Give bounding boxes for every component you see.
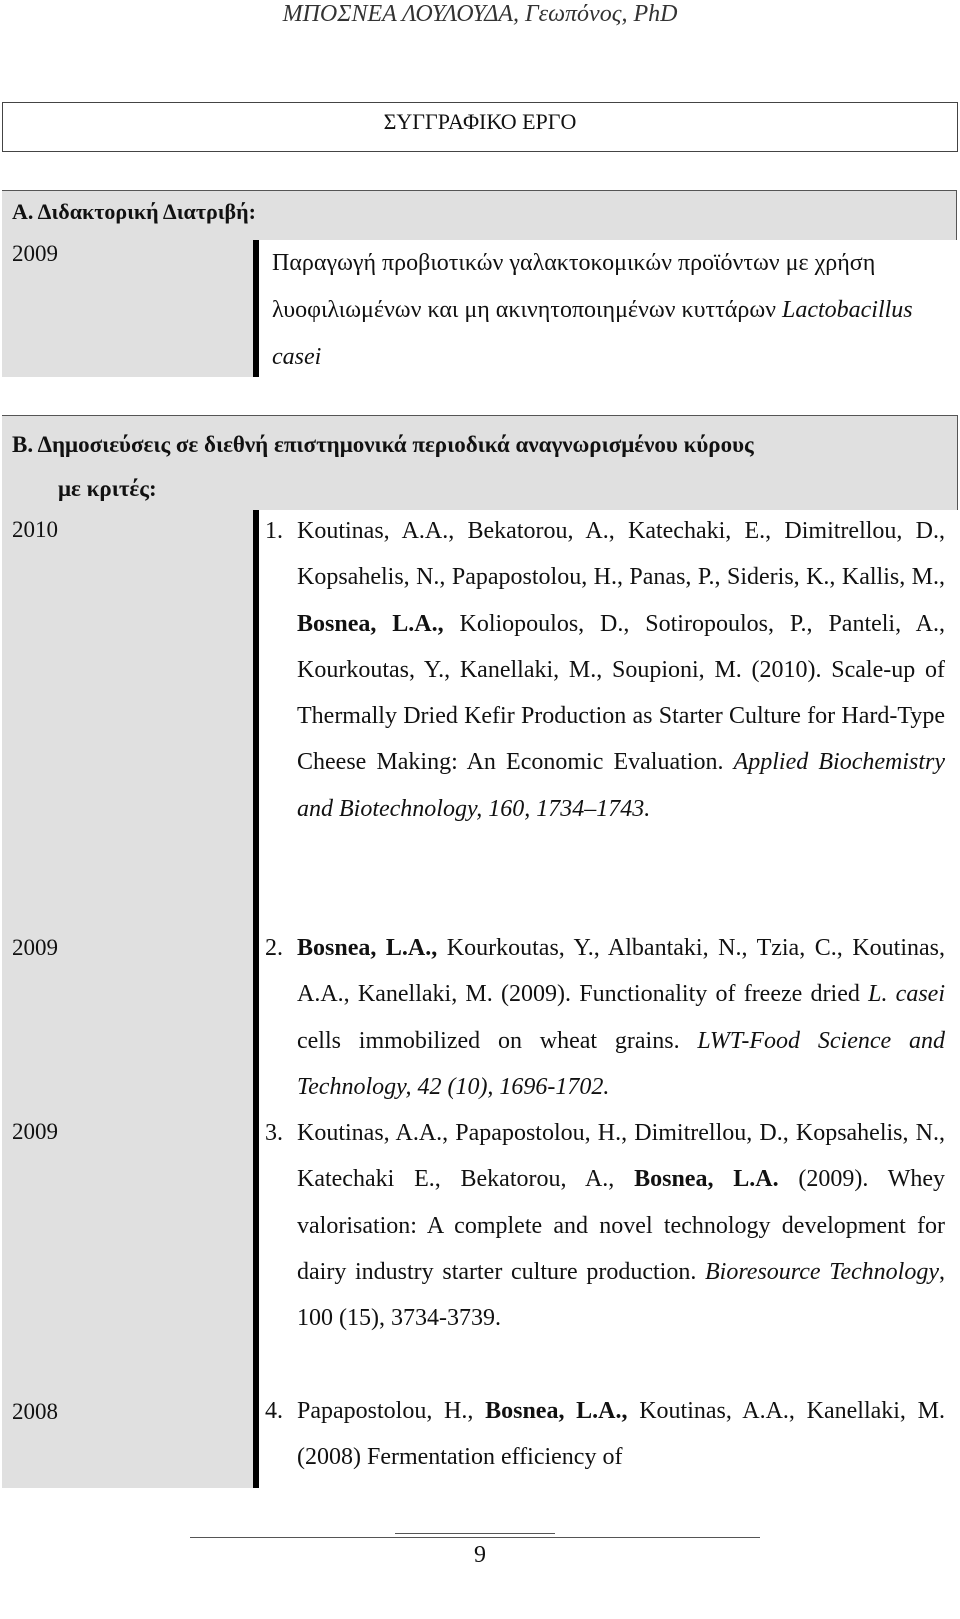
citation-journal: Bioresource Technology <box>705 1258 939 1285</box>
publication-citation <box>297 508 945 832</box>
publication-entry <box>265 925 945 1110</box>
dissertation-title-species: Lactobacillus casei <box>272 297 913 370</box>
section-a-heading: Α. Διδακτορική Διατριβή: <box>2 190 957 240</box>
publication-year: 2009 <box>12 935 58 960</box>
citation-authors: Papapostolou, H., <box>297 1398 486 1424</box>
footer-rule <box>190 1537 760 1538</box>
publication-year: 2010 <box>12 517 58 542</box>
citation-text: Koliopoulos, D., Sotiropoulos, P., Panteli, A., Kourkoutas, Y., Kanellaki, M., Soupioni, M. (2010). Scale-up of Thermally Dried Kefir Production as Starter Culture for Hard-Type Cheese Making: An Economic Evaluation. <box>297 610 946 776</box>
citation-text: Kourkoutas, Y., Albantaki, N., Tzia, C., Koutinas, A.A., Kanellaki, M. (2009). Functionality of freeze dried <box>297 935 945 1008</box>
citation-highlighted-author: Bosnea, L.A. <box>634 1166 779 1193</box>
page-number: 9 <box>474 1542 486 1568</box>
section-b-heading-line1: Β. Δημοσιεύσεις σε διεθνή επιστημονικά περιοδικά αναγνωρισμένου κύρους <box>12 432 754 457</box>
citation-text: cells immobilized on wheat grains. <box>297 1027 698 1054</box>
publication-entry <box>265 1110 945 1341</box>
dissertation-title <box>272 240 932 381</box>
publication-number: 1. <box>265 518 283 544</box>
publication-year: 2009 <box>12 1119 58 1144</box>
publication-entry <box>265 508 945 832</box>
running-header: ΜΠΟΣΝΕΑ ΛΟΥΛΟΥΔΑ, Γεωπόνος, PhD <box>282 1 678 27</box>
publication-entry <box>265 1388 945 1481</box>
footer-rule <box>395 1533 555 1534</box>
publication-citation <box>297 1388 945 1481</box>
publication-citation <box>297 925 945 1110</box>
publication-year: 2008 <box>12 1399 58 1424</box>
section-b-year-column <box>2 510 256 1488</box>
column-divider <box>253 510 259 1488</box>
dissertation-year: 2009 <box>12 241 58 266</box>
dissertation-title-text: Παραγωγή προβιοτικών γαλακτοκομικών προϊόντων με χρήση λυοφιλιωμένων και μη ακινητοποιημένων κυττάρων <box>272 250 876 323</box>
section-b-heading <box>2 415 958 510</box>
document-title: ΣΥΓΓΡΑΦΙΚΟ ΕΡΓΟ <box>2 102 958 152</box>
publication-number: 4. <box>265 1398 283 1424</box>
column-divider <box>253 240 259 377</box>
citation-journal: Applied Biochemistry and Biotechnology, 160, 1734–1743. <box>297 749 945 822</box>
citation-highlighted-author: Bosnea, L.A., <box>485 1398 628 1424</box>
citation-text: , 100 (15), 3734-3739. <box>297 1258 945 1332</box>
publication-number: 3. <box>265 1120 283 1146</box>
citation-authors: Koutinas, A.A., Papapostolou, H., Dimitrellou, D., Kopsahelis, N., Katechaki E., Bekatorou, A., <box>297 1120 945 1193</box>
citation-species: L. casei <box>868 981 945 1008</box>
citation-highlighted-author: Bosnea, L.A., <box>297 610 444 637</box>
section-b-heading-line2: με κριτές: <box>58 476 157 501</box>
citation-text: (2009). Whey valorisation: A complete and novel technology development for dairy industry starter culture production. <box>297 1166 946 1285</box>
citation-highlighted-author: Bosnea, L.A., <box>297 935 438 961</box>
publication-citation <box>297 1110 945 1341</box>
citation-text: Koutinas, A.A., Kanellaki, M. (2008) Fermentation efficiency of <box>297 1398 945 1471</box>
citation-journal: LWT-Food Science and Technology, 42 (10), 1696-1702. <box>297 1027 945 1100</box>
citation-authors: Koutinas, A.A., Bekatorou, A., Katechaki, E., Dimitrellou, D., Kopsahelis, N., Papapostolou, H., Panas, P., Sideris, K., Kallis, M., <box>297 518 945 591</box>
publication-number: 2. <box>265 935 283 961</box>
